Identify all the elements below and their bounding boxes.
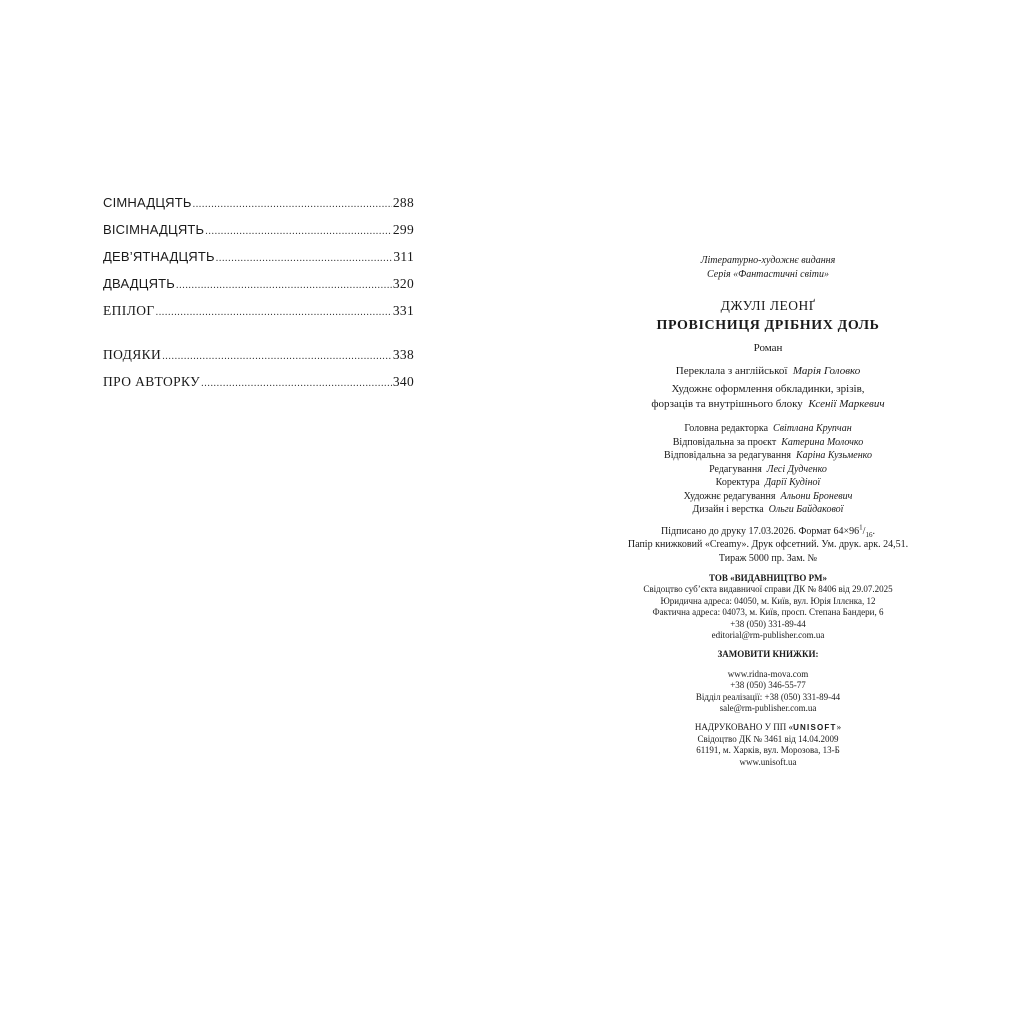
credit-label: Коректура: [715, 477, 760, 488]
toc-entry[interactable]: [103, 246, 414, 273]
credit-name: Альони Броневич: [780, 490, 853, 502]
author-name: ДЖУЛІ ЛЕОНҐ: [720, 298, 816, 313]
order-heading: ЗАМОВИТИ КНИЖКИ:: [717, 649, 819, 660]
book-title: ПРОВІСНИЦЯ ДРІБНИХ ДОЛЬ: [656, 318, 880, 333]
printer-line: Свідоцтво ДК № 3461 від 14.04.2009: [697, 733, 839, 744]
translation-label: Переклала з англійської: [675, 365, 788, 377]
toc-entry-title: СІМНАДЦЯТЬ: [103, 195, 192, 210]
publisher-line: Фактична адреса: 04073, м. Київ, просп. Степана Бандери, 6: [652, 607, 884, 618]
toc-entry-page: 311: [393, 249, 414, 264]
publisher-name: ТОВ «ВИДАВНИЦТВО РМ»: [709, 573, 827, 583]
credit-line: [600, 436, 936, 450]
credit-label: Редагування: [709, 463, 762, 475]
toc-entry-page: 320: [392, 276, 414, 291]
series-name: Серія «Фантастичні світи»: [707, 269, 829, 280]
toc-leader-dots: [156, 302, 392, 324]
designer-name: Ксенії Маркевич: [808, 398, 885, 410]
credit-label: Дизайн і верстка: [692, 504, 764, 515]
printer-website: www.unisoft.ua: [739, 756, 797, 767]
printer-heading: [600, 722, 936, 733]
toc-entry-page: 331: [392, 303, 414, 318]
print-line-1-end: .: [872, 525, 875, 537]
toc-entry-title: ПРО АВТОРКУ: [103, 374, 201, 389]
toc-leader-dots: [216, 248, 393, 270]
toc-entry-page: 299: [392, 222, 414, 237]
design-label-2: форзаців та внутрішнього блоку: [651, 398, 803, 410]
toc-entry[interactable]: [103, 371, 414, 398]
credit-line: [600, 449, 936, 463]
credit-label: Відповідальна за проєкт: [672, 436, 777, 448]
credit-line: [600, 490, 936, 504]
order-phone: +38 (050) 346-55-77: [730, 680, 806, 691]
toc-leader-dots: [205, 221, 392, 243]
publisher-line: Юридична адреса: 04050, м. Київ, вул. Юрія Іллєнка, 12: [660, 595, 876, 606]
toc-entry-page: 340: [392, 374, 414, 389]
credit-name: Лесі Дудченко: [766, 463, 827, 475]
design-label-1: Художнє оформлення обкладинки, зрізів,: [671, 383, 865, 395]
table-of-contents: [103, 192, 414, 398]
print-line-1: Підписано до друку 17.03.2026. Формат $64\times 96^1/_{16}$.: [661, 523, 875, 539]
credit-label: Відповідальна за редагування: [664, 450, 792, 461]
toc-leader-dots: [193, 194, 392, 216]
toc-entry[interactable]: [103, 219, 414, 246]
publisher-email: editorial@rm-publisher.com.ua: [711, 630, 825, 641]
publisher-line: +38 (050) 331-89-44: [730, 618, 806, 629]
toc-entry-page: 338: [392, 347, 414, 362]
imprint-block: [600, 254, 936, 768]
toc-leader-dots: [176, 275, 392, 297]
translator-name: Марія Головко: [792, 365, 861, 377]
toc-entry-title: ВІСІМНАДЦЯТЬ: [103, 222, 205, 237]
unisoft-logo-text: UNISOFT: [793, 723, 837, 733]
credits-list: [600, 422, 936, 517]
credit-name: Ольги Байдакової: [768, 504, 844, 515]
order-block: [600, 649, 936, 714]
toc-entry[interactable]: [103, 300, 414, 327]
toc-entry-title: ДЕВ’ЯТНАДЦЯТЬ: [103, 249, 215, 264]
order-website: www.ridna-mova.com: [727, 668, 809, 679]
order-sales-phone: Відділ реалізації: +38 (050) 331-89-44: [695, 691, 841, 702]
printed-suffix: »: [836, 722, 842, 733]
printed-prefix: НАДРУКОВАНО У ПП «: [694, 722, 794, 733]
publisher-block: [600, 573, 936, 641]
credit-name: Каріна Кузьменко: [796, 450, 872, 461]
toc-entry-title: ПОДЯКИ: [103, 347, 162, 362]
toc-entry[interactable]: [103, 344, 414, 371]
toc-leader-dots: [162, 346, 392, 368]
credit-line: [600, 463, 936, 477]
credit-label: Художнє редагування: [683, 490, 776, 502]
order-email: sale@rm-publisher.com.ua: [719, 703, 817, 714]
toc-entry-title: ЕПІЛОГ: [103, 303, 155, 318]
printer-block: [600, 722, 936, 768]
print-line-2: Папір книжковий «Creamy». Друк офсетний. Ум. друк. арк. 24,51.: [627, 539, 909, 550]
credit-name: Катерина Молочко: [781, 436, 864, 448]
genre: Роман: [753, 342, 783, 354]
credit-name: Світлана Крупчан: [773, 423, 852, 434]
credit-line: [600, 503, 936, 517]
print-line-1-text: Підписано до друку 17.03.2026. Формат 64×96: [661, 525, 860, 537]
toc-entry-page: 288: [392, 195, 414, 210]
edition-type: Літературно-художнє видання: [700, 255, 836, 266]
design-line: [600, 397, 936, 412]
toc-leader-dots: [201, 373, 392, 395]
publisher-line: Свідоцтво суб’єкта видавничої справи ДК № 8406 від 29.07.2025: [643, 584, 893, 595]
credit-line: [600, 476, 936, 490]
translation-line: [600, 364, 936, 379]
printer-line: 61191, м. Харків, вул. Морозова, 13-Б: [696, 745, 840, 756]
print-details: [600, 525, 936, 566]
toc-entry[interactable]: [103, 273, 414, 300]
credit-label: Головна редакторка: [684, 423, 769, 434]
credit-name: Дарії Кудіної: [764, 477, 821, 488]
format-sup: 1: [859, 523, 863, 532]
print-line-3: Тираж 5000 пр. Зам. №: [718, 552, 818, 564]
toc-entry-title: ДВАДЦЯТЬ: [103, 276, 176, 291]
format-sub: 16: [865, 530, 873, 539]
credit-line: [600, 422, 936, 436]
toc-entry[interactable]: [103, 192, 414, 219]
